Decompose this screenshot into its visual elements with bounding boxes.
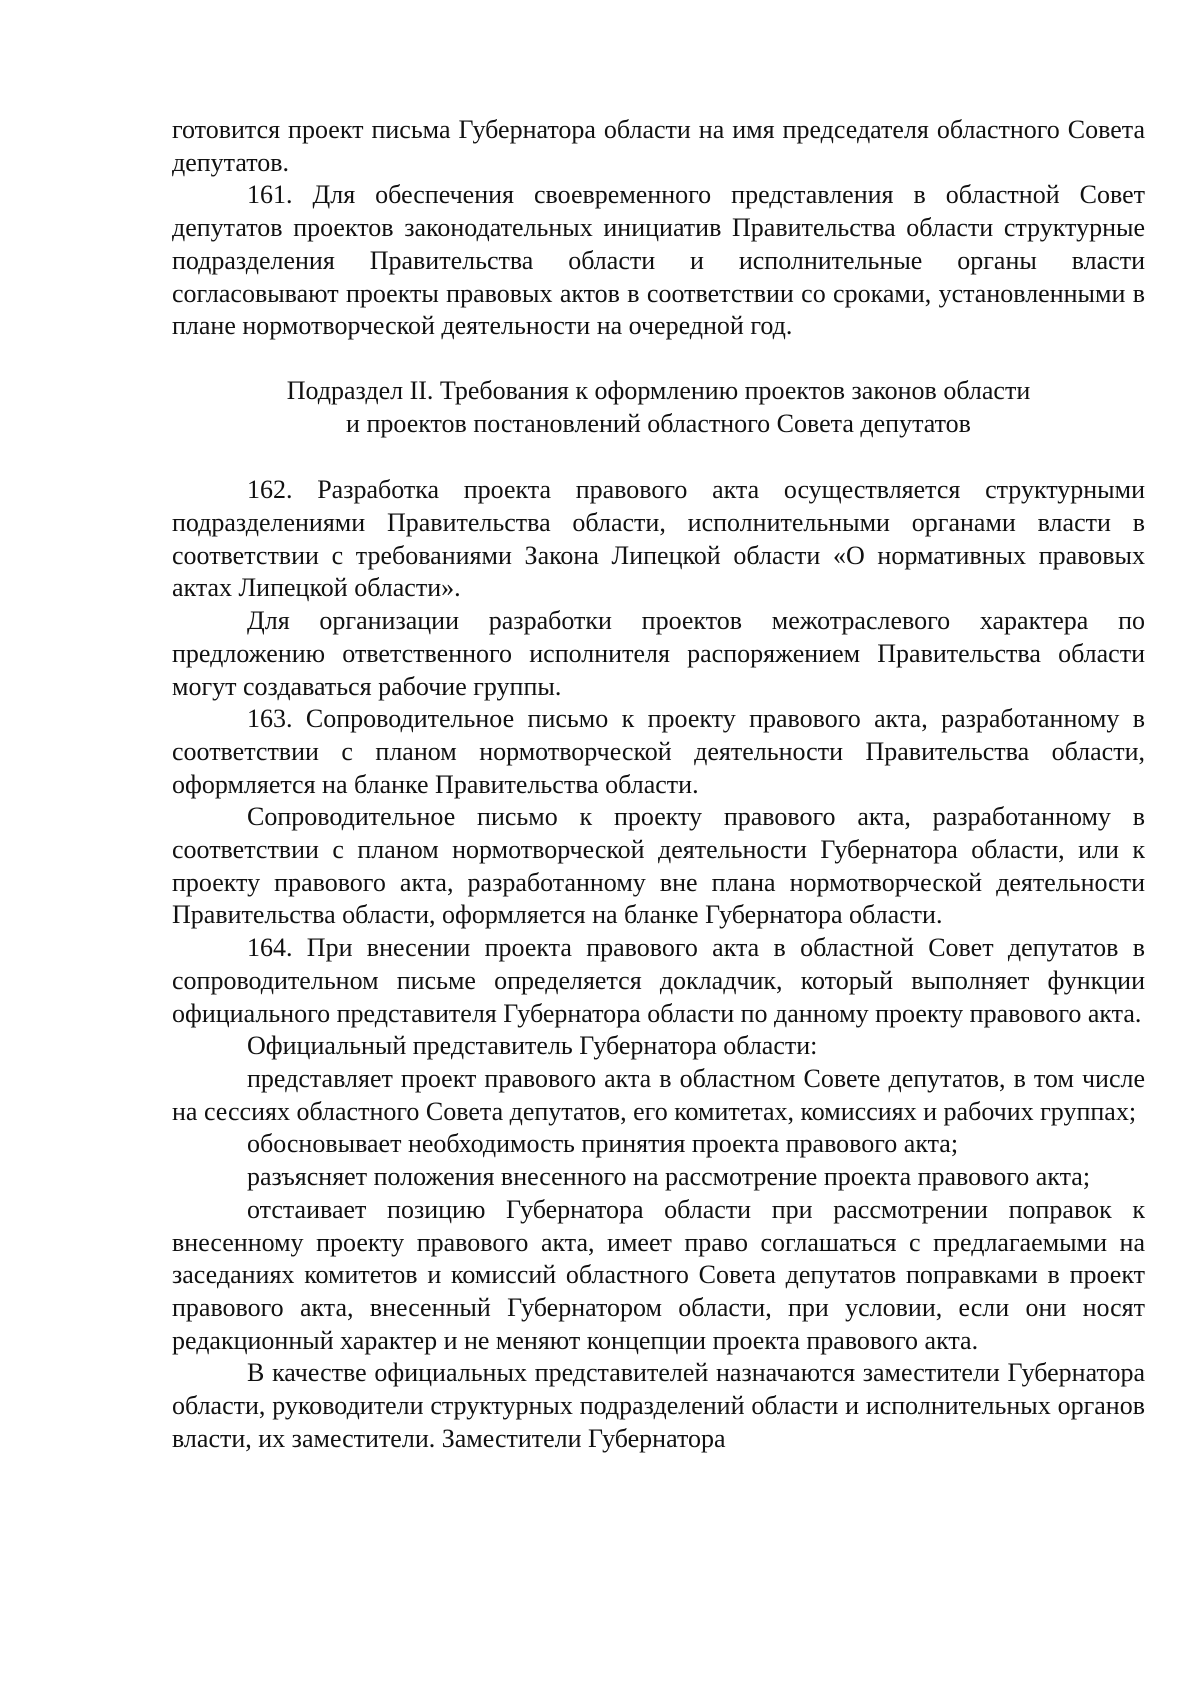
paragraph-continuation: готовится проект письма Губернатора области на имя председателя областного Совета депутатов. [172,115,1145,177]
paragraph-justifies-necessity: обосновывает необходимость принятия проекта правового акта; [247,1129,959,1159]
paragraph-explains-provisions: разъясняет положения внесенного на рассмотрение проекта правового акта; [247,1162,1091,1192]
paragraph-161: 161. Для обеспечения своевременного представления в областной Совет депутатов проектов законодательных инициатив Правительства области структурные подразделения Правительства области и исполнительные органы власти согласовывают проекты правовых актов в соответствии со сроками, установленными в плане нормотворческой деятельности на очередной год. [172,180,1145,341]
subsection-heading [172,375,1145,440]
subsection-heading-line-1: Подраздел II. Требования к оформлению проектов законов области [286,375,1031,405]
paragraph-163: 163. Сопроводительное письмо к проекту правового акта, разработанному в соответствии с планом нормотворческой деятельности Правительства области, оформляется на бланке Правительства области. [172,704,1145,799]
paragraph-official-representative: Официальный представитель Губернатора области: [247,1031,818,1061]
document-body [172,114,1145,1455]
paragraph-represents-project: представляет проект правового акта в областном Совете депутатов, в том числе на сессиях областного Совета депутатов, его комитетах, комиссиях и рабочих группах; [172,1063,1145,1126]
paragraph-working-groups: Для организации разработки проектов межотраслевого характера по предложению ответственного исполнителя распоряжением Правительства области могут создаваться рабочие группы. [172,606,1145,701]
subsection-heading-line-2: и проектов постановлений областного Совета депутатов [346,408,971,438]
paragraph-defends-position: отстаивает позицию Губернатора области при рассмотрении поправок к внесенному проекту правового акта, имеет право соглашаться с предлагаемыми на заседаниях комитетов и комиссий областного Совета депутатов поправками в проект правового акта, внесенный Губернатором области, при условии, если они носят редакционный характер и не меняют концепции проекта правового акта. [172,1194,1145,1355]
paragraph-162: 162. Разработка проекта правового акта осуществляется структурными подразделениями Правительства области, исполнительными органами власти в соответствии с требованиями Закона Липецкой области «О нормативных правовых актах Липецкой области». [172,475,1145,603]
paragraph-appointed-representatives: В качестве официальных представителей назначаются заместители Губернатора области, руководители структурных подразделений области и исполнительных органов власти, их заместители. Заместители Губернатора [172,1358,1145,1453]
paragraph-cover-letter-governor: Сопроводительное письмо к проекту правового акта, разработанному в соответствии с планом нормотворческой деятельности Губернатора области, или к проекту правового акта, разработанному вне плана нормотворческой деятельности Правительства области, оформляется на бланке Губернатора области. [172,802,1145,930]
paragraph-164: 164. При внесении проекта правового акта в областной Совет депутатов в сопроводительном письме определяется докладчик, который выполняет функции официального представителя Губернатора области по данному проекту правового акта. [172,933,1145,1028]
